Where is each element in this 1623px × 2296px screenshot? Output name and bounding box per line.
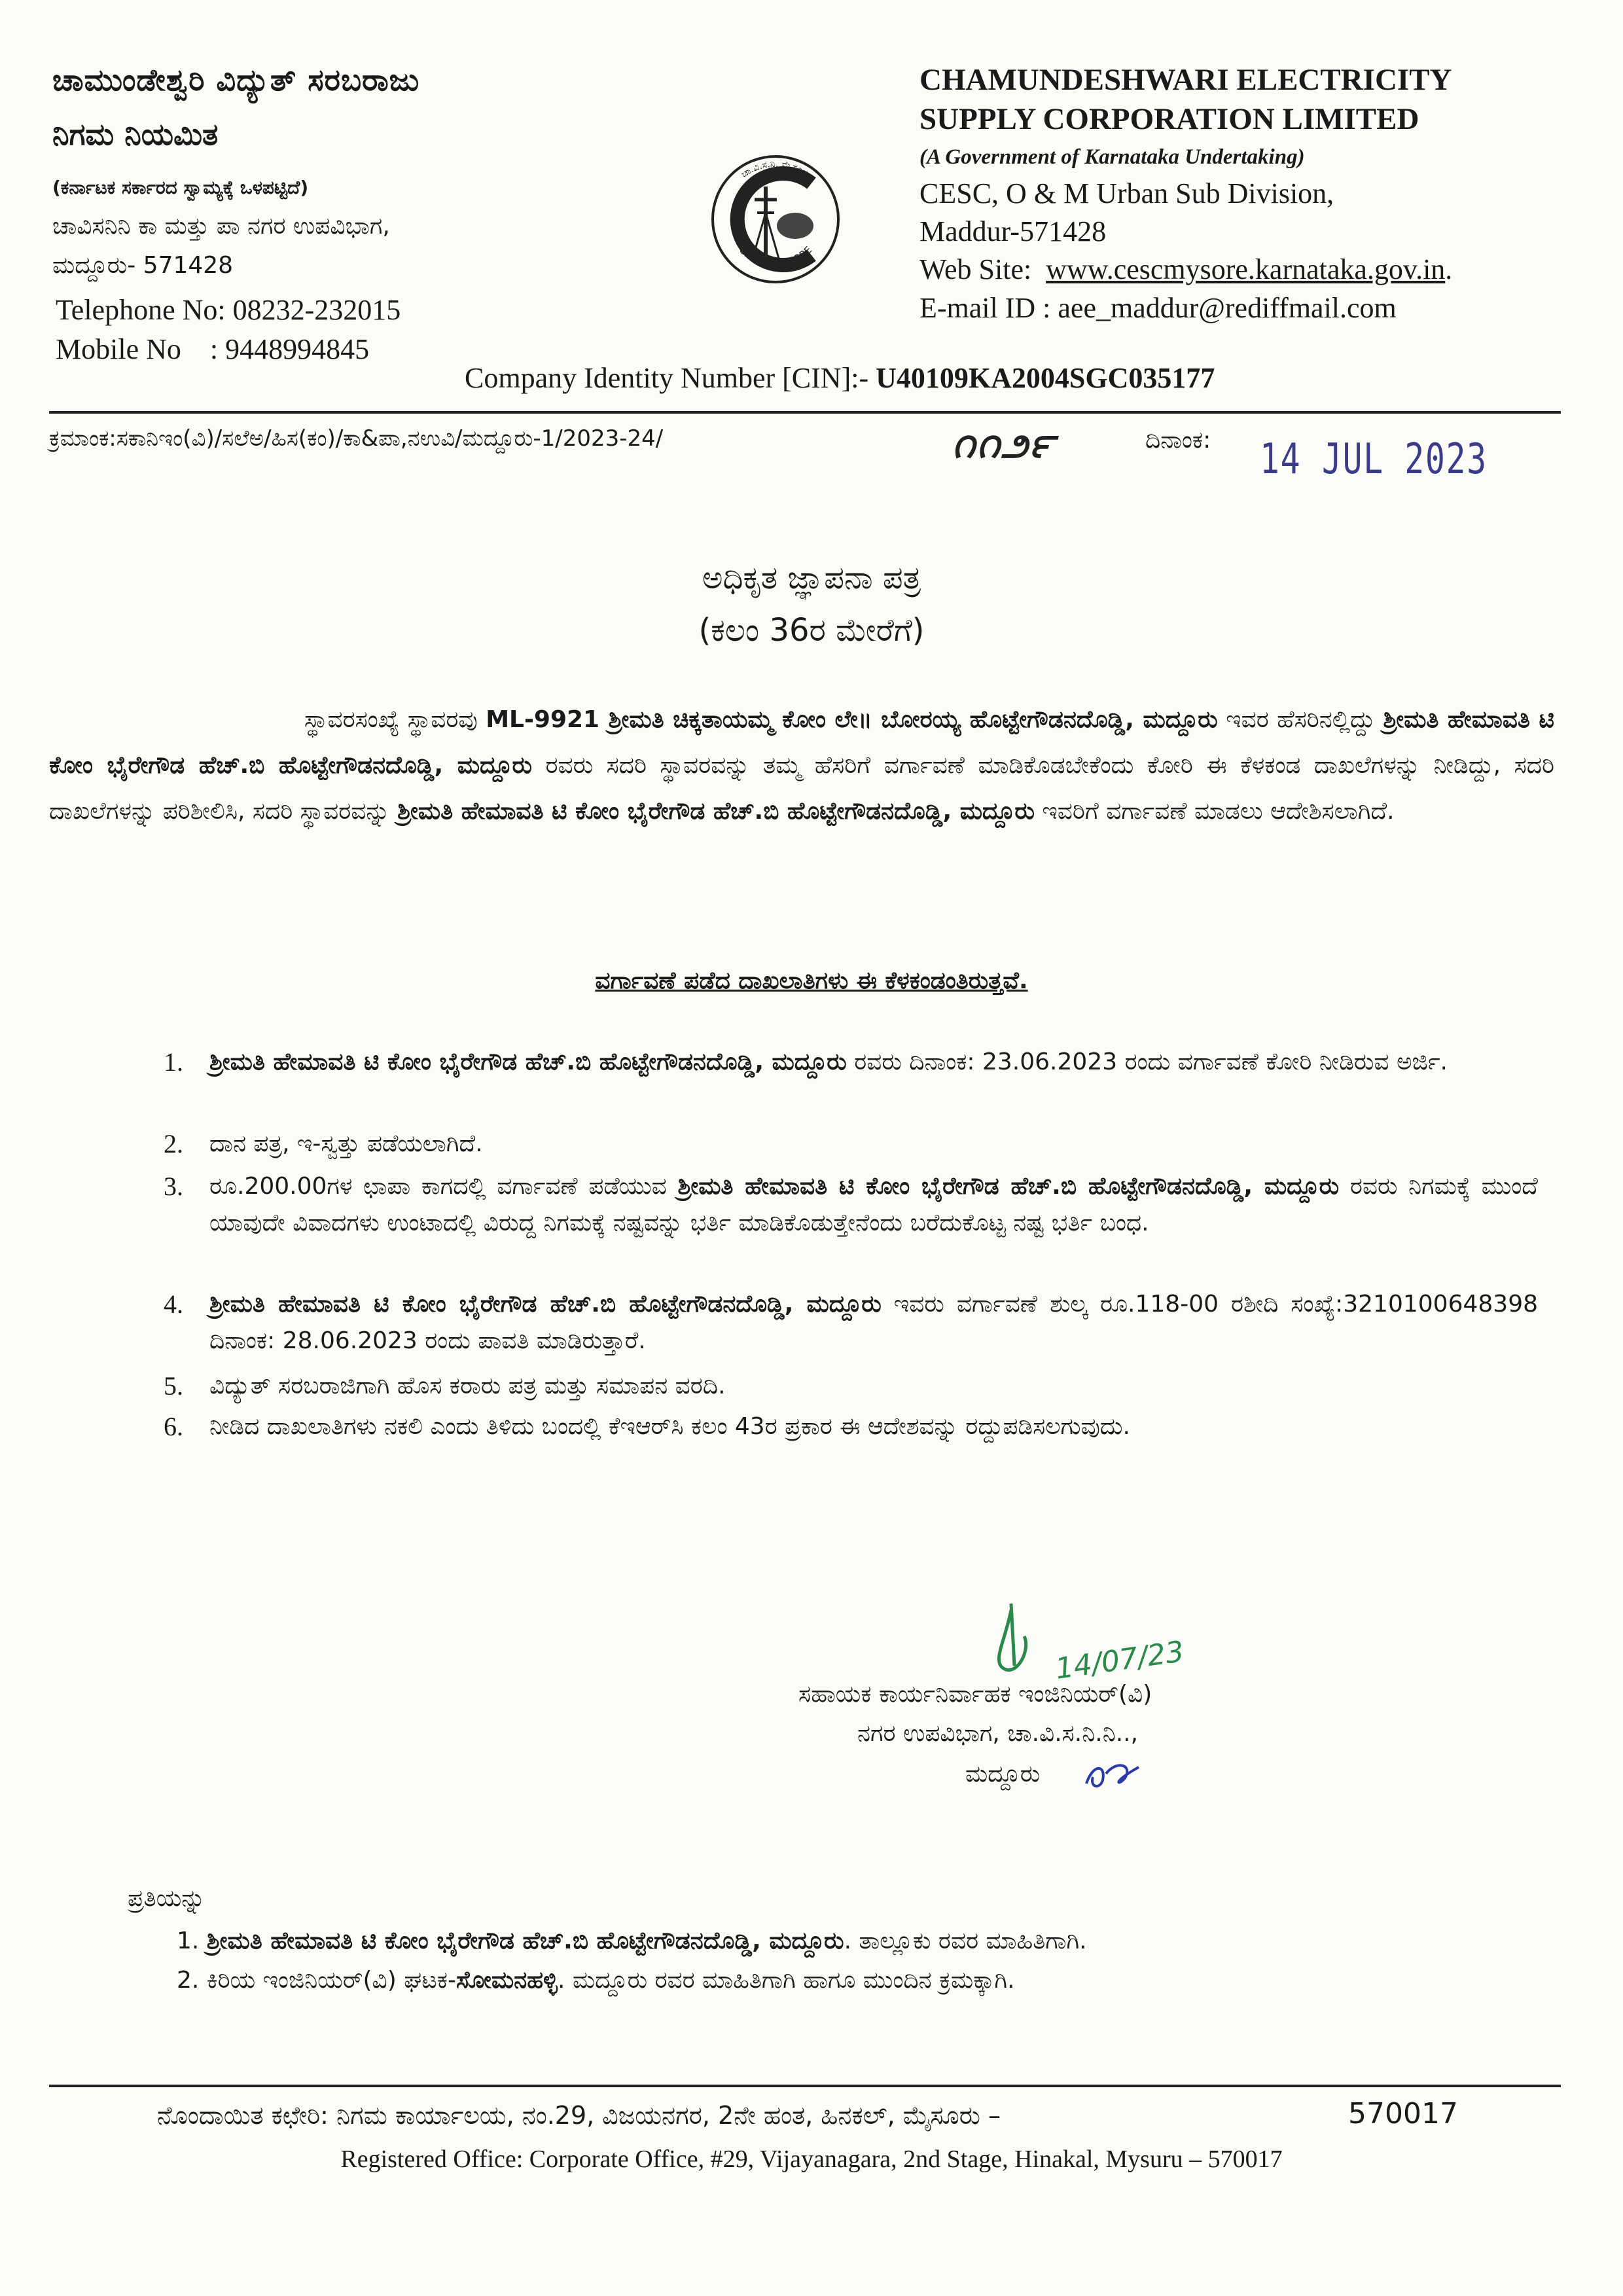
- list-item: [164, 1126, 1538, 1162]
- website-label: Web Site:: [919, 253, 1046, 285]
- kannada-company-name-line1: ಚಾಮುಂಡೇಶ್ವರಿ ವಿದ್ಯುತ್ ಸರಬರಾಜು: [52, 62, 420, 98]
- english-govt-undertaking: (A Government of Karnataka Undertaking): [919, 145, 1305, 169]
- cin-value: U40109KA2004SGC035177: [876, 362, 1215, 394]
- website-link[interactable]: www.cescmysore.karnataka.gov.in: [1046, 253, 1446, 285]
- list-item-text: ವಿದ್ಯುತ್ ಸರಬರಾಜಿಗಾಗಿ ಹೊಸ ಕರಾರು ಪತ್ರ ಮತ್ತು ಸಮಾಪನ ವರದಿ.: [209, 1372, 726, 1399]
- english-company-name-line1: CHAMUNDESHWARI ELECTRICITY: [919, 63, 1452, 97]
- footer-kannada-address: ನೊಂದಾಯಿತ ಕಛೇರಿ: ನಿಗಮ ಕಾರ್ಯಾಲಯ, ನಂ.29, ವಿಜಯನಗರ, 2ನೇ ಹಂತ, ಹಿನಕಲ್, ಮೈಸೂರು –: [157, 2101, 1001, 2130]
- list-item: [164, 1168, 1538, 1242]
- logo-text-top: ಚಾ.ವಿ.ಸ.ನಿ. ಮೈಸೂರು: [739, 158, 812, 180]
- kannada-city: ಮದ್ದೂರು- 571428: [52, 252, 234, 279]
- list-item-bold: ಶ್ರೀಮತಿ ಹೇಮಾವತಿ ಟಿ ಕೋಂ ಭೈರೇಗೌಡ ಹೆಚ್.ಬಿ ಹೊಟ್ಟೇಗೌಡನದೊಡ್ಡಿ, ಮದ್ದೂರು: [677, 1173, 1340, 1200]
- footer-kannada-pin: 570017: [1348, 2097, 1458, 2130]
- list-item-text: ದಾನ ಪತ್ರ, ಇ-ಸ್ವತ್ತು ಪಡೆಯಲಾಗಿದೆ.: [209, 1130, 483, 1157]
- p1-text-f: ಶ್ರೀಮತಿ ಹೇಮಾವತಿ ಟಿ ಕೋಂ ಭೈರೇಗೌಡ ಹೆಚ್.ಬಿ ಹೊಟ್ಟೇಗೌಡನದೊಡ್ಡಿ, ಮದ್ದೂರು: [397, 798, 1035, 825]
- date-stamp: 14 JUL 2023: [1260, 435, 1488, 484]
- telephone-number: Telephone No: 08232-232015: [56, 294, 401, 326]
- signatory-city: ಮದ್ದೂರು: [965, 1761, 1041, 1787]
- cin: [465, 361, 1215, 395]
- p1-text-d: ಶ್ರೀಮತಿ ಹೇಮಾವತಿ ಟಿ ಕೋಂ ಭೈರೇಗೌಡ ಹೆಚ್.ಬಿ ಹೊಟ್ಟೇಗೌಡನದೊಡ್ಡಿ, ಮದ್ದೂರು: [49, 706, 1554, 779]
- list-item: [164, 1286, 1539, 1359]
- document-subtitle: (ಕಲಂ 36ರ ಮೇರೆಗೆ): [698, 612, 925, 649]
- handwritten-reference-number: ౧౧౨౯: [952, 427, 1056, 466]
- p1-text-c: ಇವರ ಹೆಸರಿನಲ್ಲಿದ್ದು: [1217, 706, 1383, 733]
- cc-number: 2.: [177, 1967, 207, 1994]
- logo-text-bottom: C.E.S.C. MYSORE: [736, 243, 815, 270]
- list-item-text: ನೀಡಿದ ದಾಖಲಾತಿಗಳು ನಕಲಿ ಎಂದು ತಿಳಿದು ಬಂದಲ್ಲಿ ಕೆಇಆರ್‌ಸಿ ಕಲಂ 43ರ ಪ್ರಕಾರ ಈ ಆದೇಶವನ್ನು ರದ್ದುಪಡಿಸಲಗುವುದು.: [209, 1413, 1130, 1440]
- english-company-name-line2: SUPPLY CORPORATION LIMITED: [919, 102, 1419, 136]
- copy-to-item: [177, 1928, 1087, 1955]
- list-item-bold: ಶ್ರೀಮತಿ ಹೇಮಾವತಿ ಟಿ ಕೋಂ ಭೈರೇಗೌಡ ಹೆಚ್.ಬಿ ಹೊಟ್ಟೇಗೌಡನದೊಡ್ಡಿ, ಮದ್ದೂರು: [209, 1291, 882, 1318]
- list-number: 1.: [164, 1047, 183, 1077]
- kannada-govt-undertaking: (ಕರ್ನಾಟಕ ಸರ್ಕಾರದ ಸ್ವಾಮ್ಯಕ್ಕೆ ಒಳಪಟ್ಟಿದೆ): [52, 177, 309, 198]
- cc-number: 1.: [177, 1928, 207, 1954]
- kannada-subdivision: ಚಾವಿಸನಿನಿ ಕಾ ಮತ್ತು ಪಾ ನಗರ ಉಪವಿಭಾಗ,: [52, 213, 390, 240]
- document-title: ಅಧಿಕೃತ ಜ್ಞಾಪನಾ ಪತ್ರ: [702, 560, 921, 596]
- list-item: [164, 1368, 1538, 1405]
- cc-text: ಕಿರಿಯ ಇಂಜಿನಿಯರ್(ವಿ) ಘಟಕ-: [206, 1967, 456, 1994]
- signatory-designation: ಸಹಾಯಕ ಕಾರ್ಯನಿರ್ವಾಹಕ ಇಂಜಿನಿಯರ್(ವಿ): [798, 1681, 1152, 1708]
- english-city: Maddur-571428: [919, 215, 1107, 247]
- documents-subheading: ವರ್ಗಾವಣೆ ಪಡೆದ ದಾಖಲಾತಿಗಳು ಈ ಕೆಳಕಂಡಂತಿರುತ್ತವೆ.: [595, 967, 1028, 994]
- blue-initials: [1080, 1754, 1145, 1793]
- copy-to-label: ಪ್ರತಿಯನ್ನು: [128, 1885, 205, 1912]
- date-label: ದಿನಾಂಕ:: [1145, 427, 1211, 454]
- list-item-text: ರವರು ದಿನಾಂಕ: 23.06.2023 ರಂದು ವರ್ಗಾವಣೆ ಕೋರಿ ನೀಡಿರುವ ಅರ್ಜಿ.: [846, 1049, 1448, 1075]
- reference-number: ಕ್ರಮಾಂಕ:ಸಕಾನಿಇಂ(ವಿ)/ಸಲೆಅ/ಹಿಸ(ಕಂ)/ಕಾ&ಪಾ,ನಉವಿ/ಮದ್ದೂರು-1/2023-24/: [49, 425, 664, 452]
- list-item-bold: ಶ್ರೀಮತಿ ಹೇಮಾವತಿ ಟಿ ಕೋಂ ಭೈರೇಗೌಡ ಹೆಚ್.ಬಿ ಹೊಟ್ಟೇಗೌಡನದೊಡ್ಡಿ, ಮದ್ದೂರು: [209, 1049, 847, 1075]
- footer-divider: [49, 2085, 1561, 2087]
- cesc-logo: [704, 147, 847, 291]
- p1-text-a: ಸ್ಥಾವರಸಂಖ್ಯೆ ಸ್ಥಾವರವು: [304, 706, 486, 733]
- signature-date: 14/07/23: [1053, 1634, 1186, 1686]
- list-number: 6.: [164, 1412, 183, 1441]
- cc-bold: ಶ್ರೀಮತಿ ಹೇಮಾವತಿ ಟಿ ಕೋಂ ಭೈರೇಗೌಡ ಹೆಚ್.ಬಿ ಹೊಟ್ಟೇಗೌಡನದೊಡ್ಡಿ, ಮದ್ದೂರು: [206, 1928, 844, 1954]
- list-number: 3.: [164, 1172, 183, 1201]
- mobile-number: Mobile No : 9448994845: [56, 333, 370, 365]
- copy-to-item: [177, 1967, 1015, 1994]
- list-item-text: ರವರು ನಿಗಮಕ್ಕೆ ಮುಂದೆ ಯಾವುದೇ ವಿವಾದಗಳು ಉಂಟಾದಲ್ಲಿ ವಿರುದ್ದ ನಿಗಮಕ್ಕೆ ನಷ್ಟವನ್ನು ಭರ್ತಿ ಮಾಡಿಕೊಡುತ್ತೇನೆಂದು ಬರೆದುಕೊಟ್ಟ ನಷ್ಟ ಭರ್ತಿ ಬಂಧ.: [209, 1173, 1538, 1236]
- list-item-text: ರೂ.200.00ಗಳ ಛಾಪಾ ಕಾಗದಲ್ಲಿ ವರ್ಗಾವಣೆ ಪಡೆಯುವ: [209, 1173, 678, 1200]
- header-divider: [49, 411, 1561, 414]
- list-item: [164, 1408, 1538, 1445]
- p1-text-g: ಇವರಿಗೆ ವರ್ಗಾವಣೆ ಮಾಡಲು ಆದೇಶಿಸಲಾಗಿದೆ.: [1034, 798, 1395, 825]
- main-paragraph: [49, 697, 1554, 834]
- website-suffix: .: [1445, 253, 1453, 285]
- cc-bold: ಸೋಮನಹಳ್ಳಿ: [455, 1967, 558, 1994]
- list-item: [164, 1044, 1538, 1081]
- english-office: CESC, O & M Urban Sub Division,: [919, 177, 1334, 209]
- list-number: 5.: [164, 1371, 183, 1401]
- footer-english-address: Registered Office: Corporate Office, #29, Vijayanagara, 2nd Stage, Hinakal, Mysuru – 570017: [340, 2145, 1283, 2173]
- list-number: 4.: [164, 1289, 183, 1319]
- p1-text-e: ರವರು ಸದರಿ ಸ್ಥಾವರವನ್ನು ತಮ್ಮ ಹೆಸರಿಗೆ ವರ್ಗಾವಣೆ ಮಾಡಿಕೊಡಬೇಕೆಂದು ಕೋರಿ ಈ ಕೆಳಕಂಡ ದಾಖಲೆಗಳನ್ನು ನೀಡಿದ್ದು, ಸದರಿ ದಾಖಲೆಗಳನ್ನು ಪರಿಶೀಲಿಸಿ, ಸದರಿ ಸ್ಥಾವರವನ್ನು: [49, 752, 1554, 825]
- list-item-text: ಇವರು ವರ್ಗಾವಣೆ ಶುಲ್ಕ ರೂ.118-00 ರಶೀದಿ ಸಂಖ್ಯೆ:3210100648398 ದಿನಾಂಕ: 28.06.2023 ರಂದು ಪಾವತಿ ಮಾಡಿರುತ್ತಾರೆ.: [209, 1291, 1539, 1354]
- cc-text: . ತಾಲ್ಲೂಕು ರವರ ಮಾಹಿತಿಗಾಗಿ.: [844, 1928, 1087, 1954]
- cc-text: . ಮದ್ದೂರು ರವರ ಮಾಹಿತಿಗಾಗಿ ಹಾಗೂ ಮುಂದಿನ ಕ್ರಮಕ್ಕಾಗಿ.: [557, 1967, 1015, 1994]
- list-number: 2.: [164, 1129, 183, 1158]
- kannada-company-name-line2: ನಿಗಮ ನಿಯಮಿತ: [52, 117, 219, 152]
- website: [919, 253, 1452, 286]
- email: E-mail ID : aee_maddur@rediffmail.com: [919, 292, 1397, 324]
- cin-label: Company Identity Number [CIN]:-: [465, 362, 876, 394]
- signatory-office: ನಗರ ಉಪವಿಭಾಗ, ಚಾ.ವಿ.ಸ.ನಿ.ನಿ..,: [857, 1720, 1139, 1747]
- p1-text-b: ML-9921 ಶ್ರೀಮತಿ ಚಿಕ್ಕತಾಯಮ್ಮ ಕೋಂ ಲೇ॥ ಬೋರಯ್ಯ ಹೊಟ್ಟೇಗೌಡನದೊಡ್ಡಿ, ಮದ್ದೂರು: [486, 706, 1218, 733]
